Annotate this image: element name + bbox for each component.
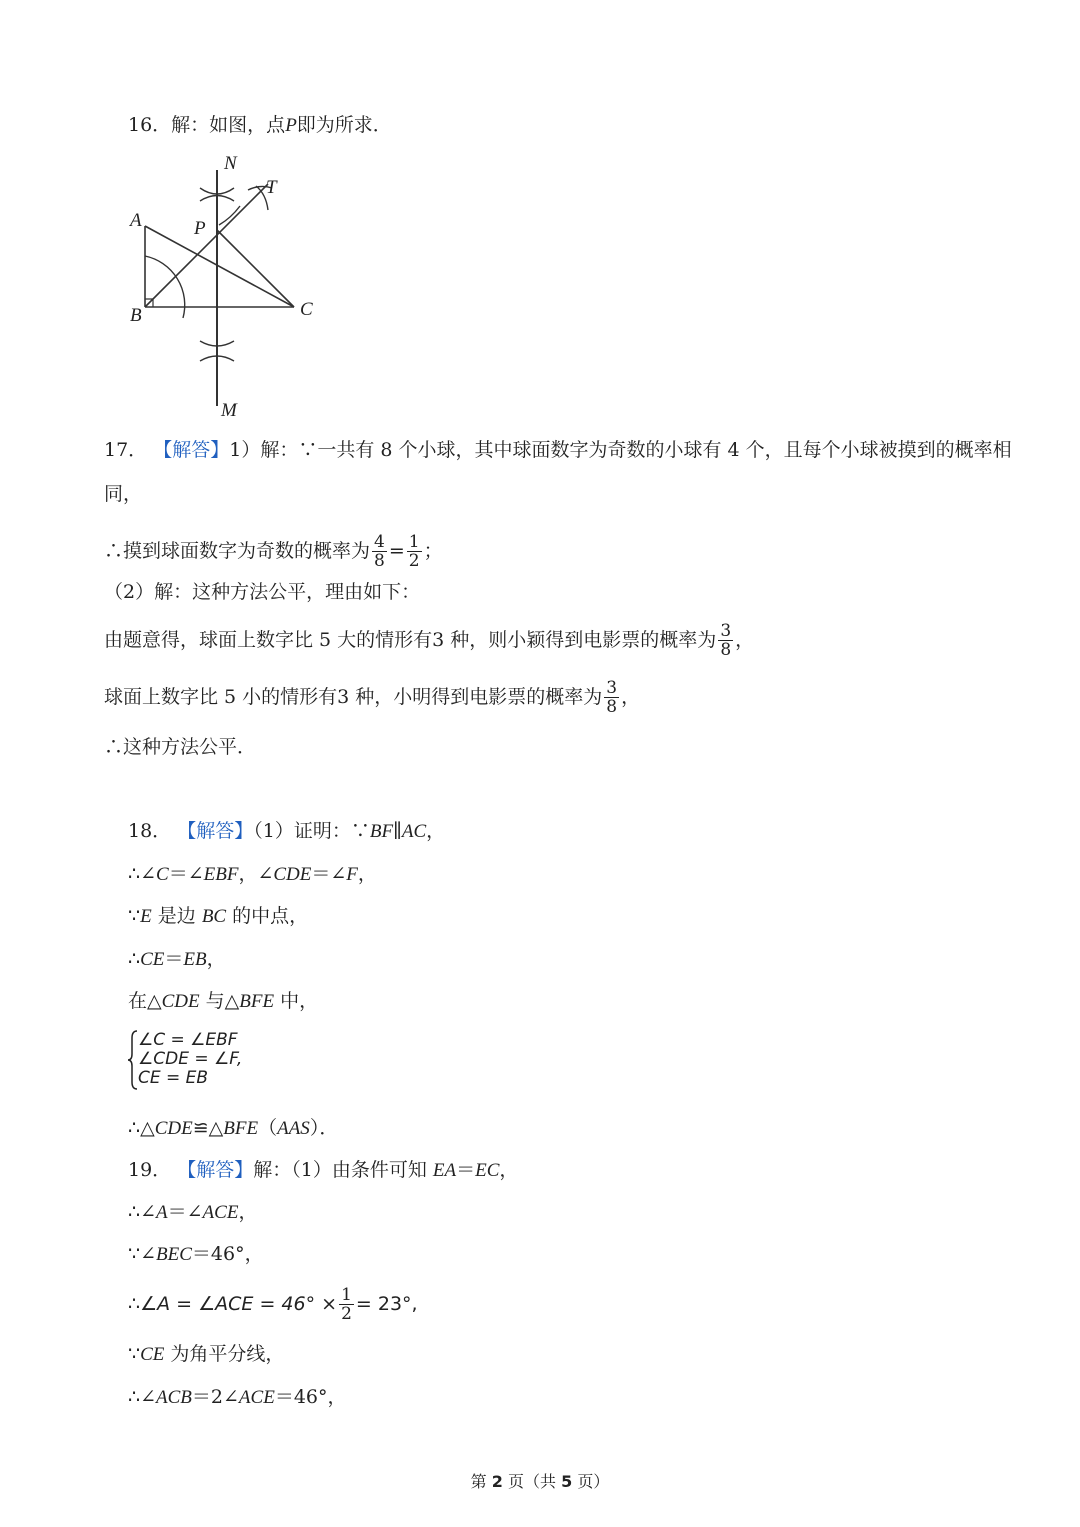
- q19-line3: ∵∠BEC＝46°，: [128, 1243, 264, 1265]
- label-a: A: [130, 210, 142, 231]
- answer-tag: 【解答】: [153, 439, 230, 461]
- q19-line1: 19． 【解答】解：（1）由条件可知 EA＝EC，: [128, 1159, 519, 1181]
- q18-line5: 在△CDE 与△BFE 中，: [128, 990, 319, 1012]
- label-p: P: [194, 218, 206, 239]
- brace-icon: [128, 1030, 138, 1090]
- fraction-3-8-a: $\frac{3}{8}$: [720, 620, 732, 660]
- q16-statement: 16．解：如图，点P即为所求．: [128, 114, 392, 136]
- q17-line7: ∴这种方法公平．: [104, 736, 257, 758]
- equation-row-1: ∠C = ∠EBF: [138, 1030, 238, 1050]
- geometry-figure: [128, 148, 328, 423]
- q17-line4: （2）解：这种方法公平，理由如下：: [104, 581, 421, 603]
- label-b: B: [130, 305, 142, 326]
- answer-tag: 【解答】: [177, 820, 254, 842]
- q19-line6: ∴∠ACB＝2∠ACE＝46°，: [128, 1386, 347, 1408]
- q17-line6: 球面上数字比 5 小的情形有3 种，小明得到电影票的概率为 $\frac{3}{8}$ ，: [104, 677, 641, 717]
- ray-bt: [145, 184, 268, 307]
- segment-pc: [217, 230, 294, 307]
- equation-row-2: ∠CDE = ∠F,: [138, 1049, 243, 1069]
- q18-line4: ∴CE＝EB，: [128, 948, 226, 970]
- fraction-1-2-b: $\frac{1}{2}$: [341, 1284, 352, 1324]
- q17-line1: 17． 【解答】1）解：∵一共有 8 个小球，其中球面数字为奇数的小球有 4 个，且每个小球被摸到的概率相: [104, 439, 1012, 461]
- q19-line5: ∵CE 为角平分线，: [128, 1343, 285, 1365]
- label-t: T: [266, 177, 277, 198]
- fraction-4-8: $\frac{4}{8}$: [374, 531, 385, 571]
- label-c: C: [300, 299, 313, 320]
- q17-line3: ∴摸到球面数字为奇数的概率为 $\frac{4}{8}$ = $\frac{1}{2}$ ；: [104, 531, 443, 571]
- q18-line3: ∵E 是边 BC 的中点，: [128, 905, 309, 927]
- fraction-1-2: $\frac{1}{2}$: [408, 531, 420, 571]
- q17-line5: 由题意得，球面上数字比 5 大的情形有3 种，则小颖得到电影票的概率为 $\frac{3}{8}$ ，: [104, 620, 755, 660]
- answer-tag: 【解答】: [177, 1159, 254, 1181]
- q18-line1: 18． 【解答】（1）证明：∵BF∥AC，: [128, 820, 446, 842]
- page-footer: 第 2 页（共 5 页）: [470, 1472, 610, 1491]
- q19-line2: ∴∠A＝∠ACE，: [128, 1201, 258, 1223]
- q18-line2: ∴∠C＝∠EBF，∠CDE＝∠F，: [128, 863, 377, 885]
- label-m: M: [221, 400, 237, 421]
- fraction-3-8-b: $\frac{3}{8}$: [606, 677, 618, 717]
- q18-line6: ∴△CDE≌△BFE（AAS）．: [128, 1117, 339, 1139]
- label-n: N: [224, 153, 237, 174]
- q17-line2: 同，: [104, 483, 143, 505]
- q19-line4: ∴∠A = ∠ACE = 46° × $\frac{1}{2}$ = 23°,: [128, 1284, 418, 1324]
- equation-row-3: CE = EB: [138, 1068, 209, 1088]
